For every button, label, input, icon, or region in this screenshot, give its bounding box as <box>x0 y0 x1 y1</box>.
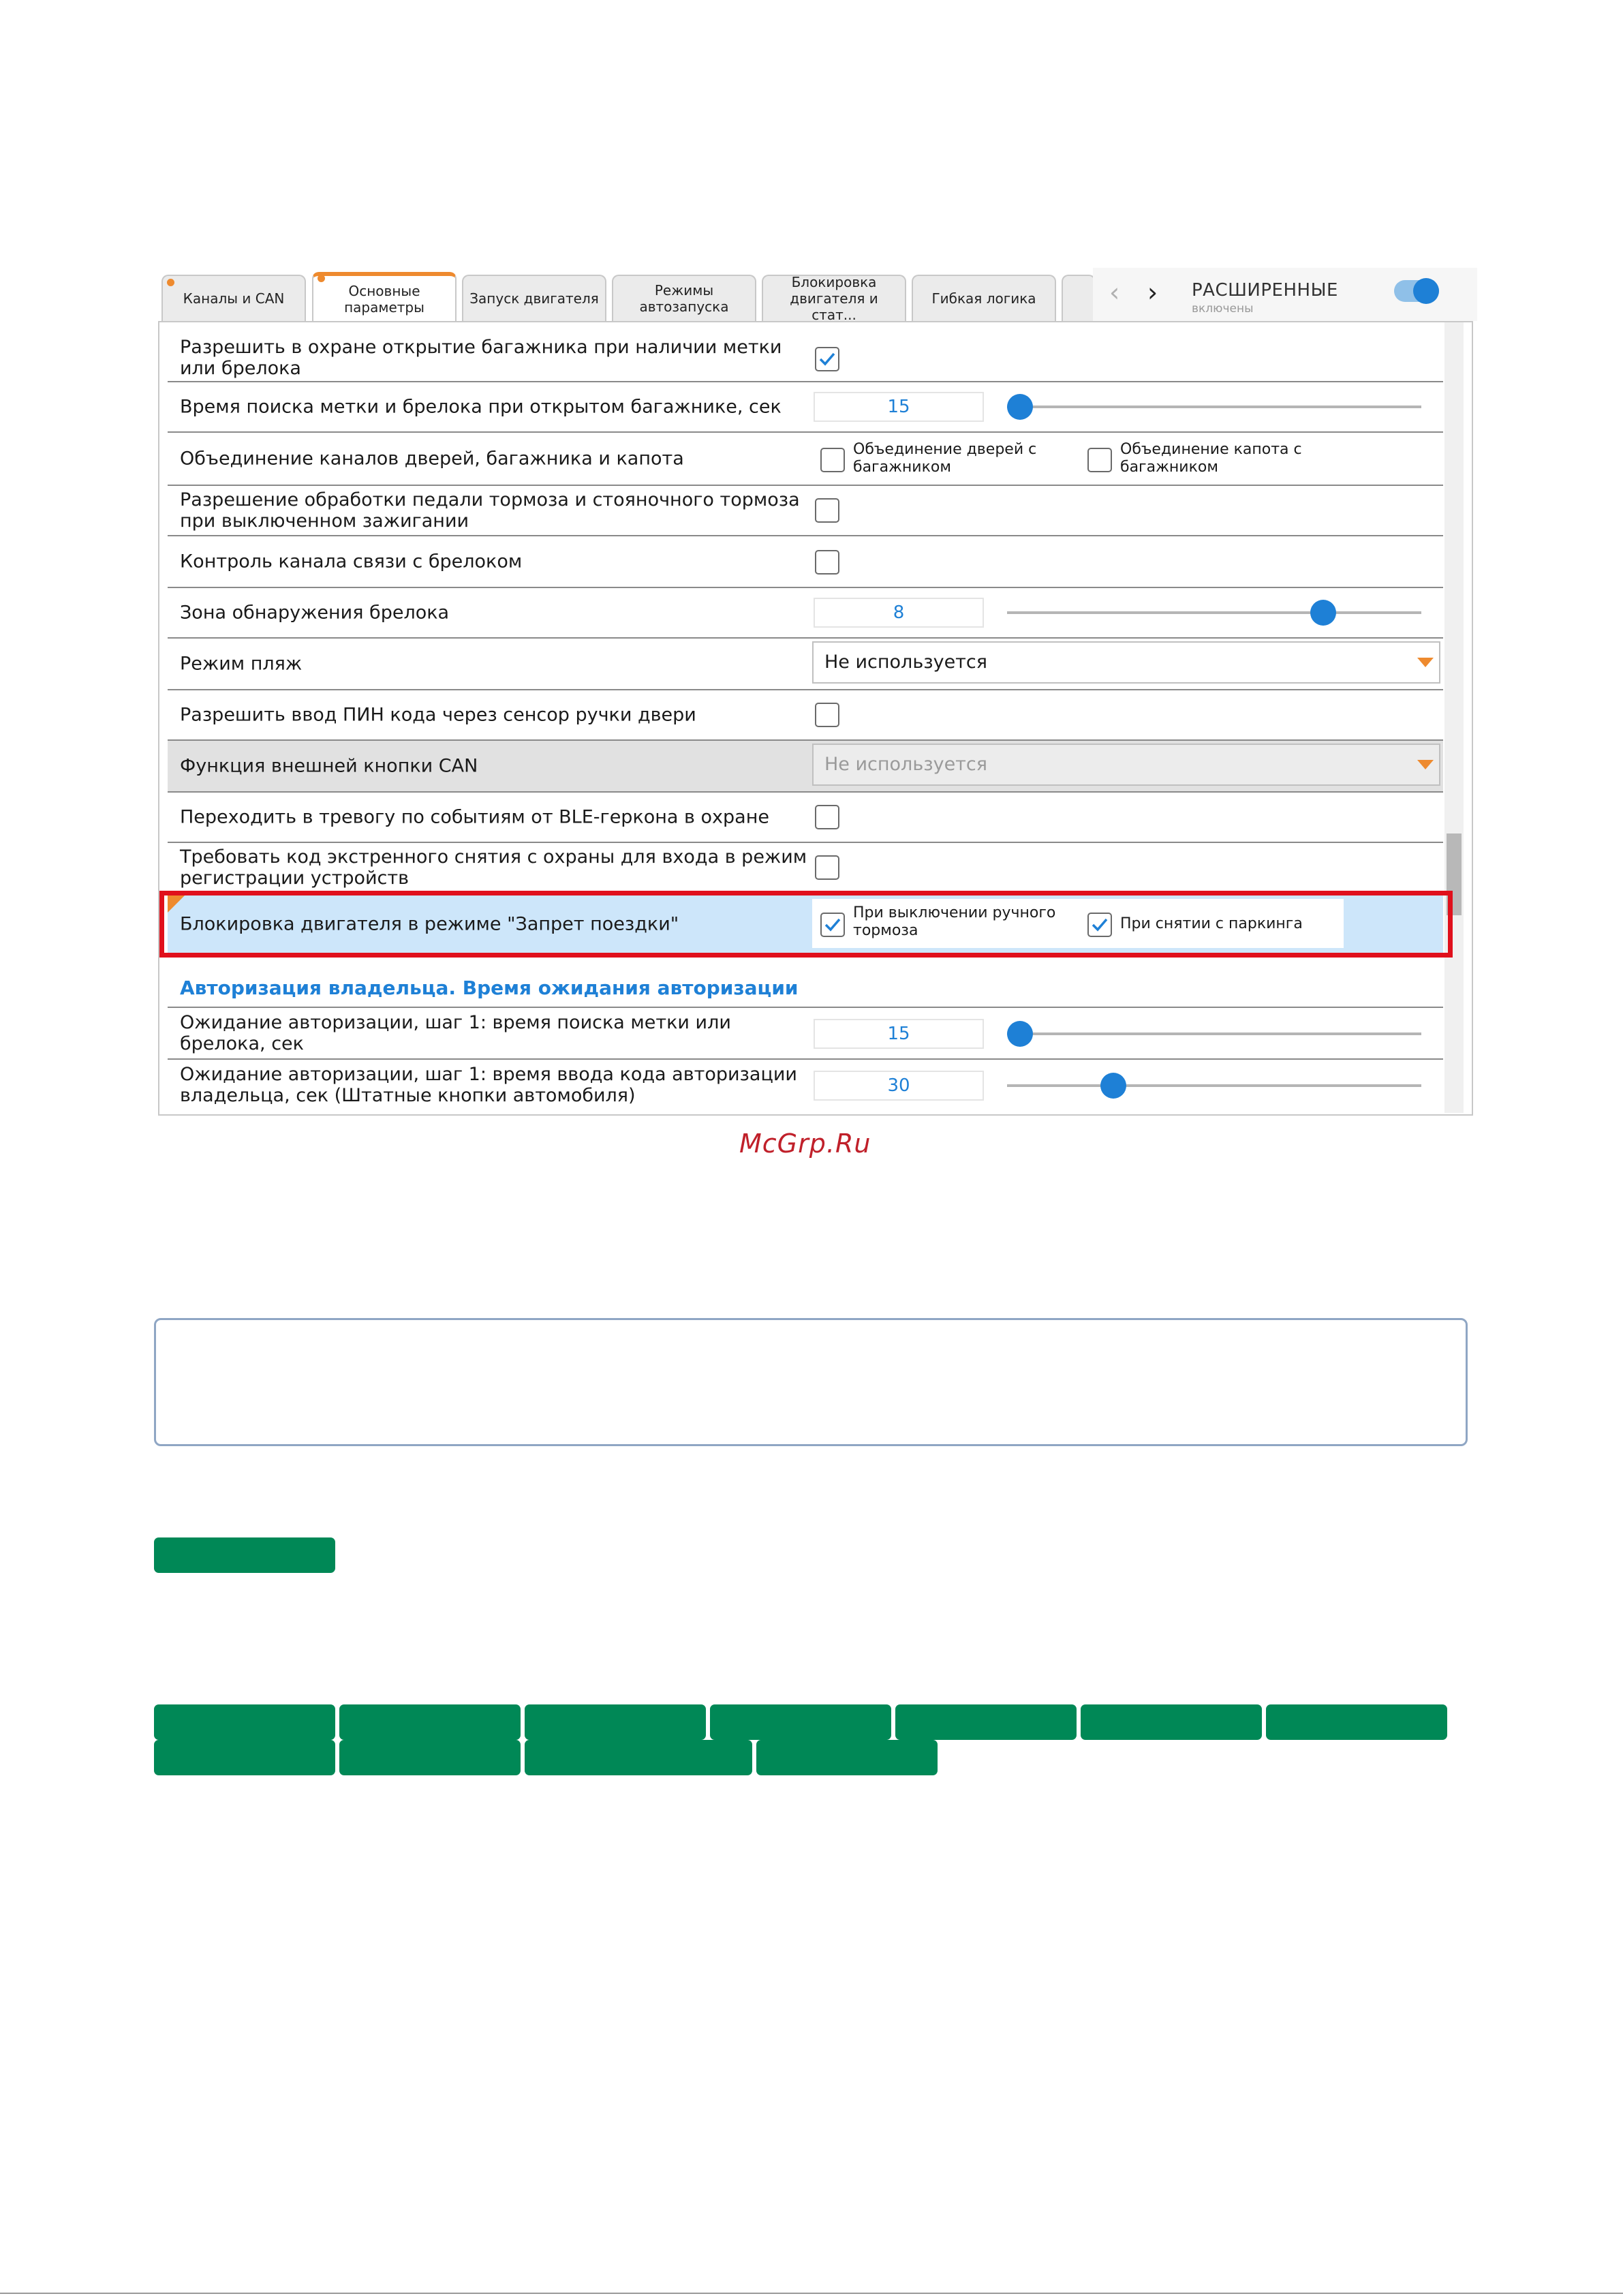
green-button[interactable] <box>525 1704 706 1740</box>
setting-row <box>168 588 1443 639</box>
number-input[interactable]: 8 <box>814 598 984 628</box>
setting-label: Режим пляж <box>180 653 303 675</box>
green-button[interactable] <box>339 1704 521 1740</box>
tab-channels-can[interactable]: Каналы и CAN <box>161 275 306 321</box>
tab-overflow[interactable] <box>1062 275 1096 321</box>
setting-row <box>168 639 1443 690</box>
green-button[interactable] <box>154 1740 335 1775</box>
setting-row <box>168 741 1443 793</box>
modified-dot-icon <box>167 279 174 286</box>
setting-checkbox[interactable] <box>815 703 839 727</box>
tab-basic-params[interactable]: Основные параметры <box>312 272 457 322</box>
number-input[interactable]: 30 <box>814 1071 984 1101</box>
setting-checkbox[interactable] <box>815 498 839 523</box>
setting-row <box>168 486 1443 536</box>
green-button[interactable] <box>756 1740 938 1775</box>
slider-track[interactable] <box>1007 1032 1421 1035</box>
page-bottom-rule <box>0 2293 1623 2294</box>
tab-engine-lock[interactable]: Блокировка двигателя и стат... <box>762 275 906 321</box>
setting-row <box>168 1060 1443 1113</box>
chevron-left-icon[interactable]: ‹ <box>1109 277 1120 307</box>
merge-hood-checkbox[interactable] <box>1087 448 1112 472</box>
setting-checkbox[interactable] <box>815 347 839 371</box>
settings-screenshot <box>158 268 1477 1116</box>
setting-label: Функция внешней кнопки CAN <box>180 755 478 777</box>
setting-label: Зона обнаружения брелока <box>180 602 450 624</box>
watermark-text: McGrp.Ru <box>739 1129 871 1159</box>
green-button[interactable] <box>1266 1704 1447 1740</box>
setting-label: Контроль канала связи с брелоком <box>180 551 523 572</box>
setting-row <box>168 843 1443 893</box>
setting-label: Переходить в тревогу по событиям от BLE-геркона в охране <box>180 806 769 828</box>
setting-label: Объединение каналов дверей, багажника и капота <box>180 448 684 470</box>
slider-track[interactable] <box>1007 611 1421 614</box>
parking-label: При снятии с паркинга <box>1120 915 1303 932</box>
setting-row <box>168 382 1443 433</box>
slider-thumb[interactable] <box>1100 1073 1126 1099</box>
setting-row <box>168 335 1443 382</box>
setting-label: Разрешение обработки педали тормоза и стояночного тормоза при выключенном зажигании <box>180 489 800 532</box>
slider-thumb[interactable] <box>1007 394 1033 420</box>
dropdown-arrow-icon <box>1417 658 1434 667</box>
slider-thumb[interactable] <box>1007 1021 1033 1047</box>
merge-doors-label: Объединение дверей с багажником <box>853 441 1037 476</box>
setting-row <box>168 793 1443 843</box>
beach-mode-select[interactable]: Не используется <box>812 641 1440 684</box>
merge-doors-checkbox[interactable] <box>820 448 845 472</box>
checkmark-icon <box>818 350 837 369</box>
setting-label: Разрешить в охране открытие багажника при наличии метки или брелока <box>180 337 782 379</box>
tab-flex-logic[interactable]: Гибкая логика <box>912 275 1056 321</box>
section-title: Авторизация владельца. Время ожидания авторизации <box>180 977 799 999</box>
modified-dot-icon <box>318 275 325 282</box>
advanced-toggle[interactable] <box>1394 280 1439 302</box>
highlight-frame <box>159 891 1453 958</box>
slider-track[interactable] <box>1007 1084 1421 1087</box>
toggle-knob <box>1413 278 1439 304</box>
note-box <box>154 1318 1468 1446</box>
number-input[interactable]: 15 <box>814 1019 984 1049</box>
tab-autostart-modes[interactable]: Режимы автозапуска <box>612 275 756 321</box>
number-input[interactable]: 15 <box>814 392 984 422</box>
tabs-header-controls <box>1093 268 1477 321</box>
handbrake-label: При выключении ручного тормоза <box>853 904 1056 939</box>
tab-engine-start[interactable]: Запуск двигателя <box>462 275 606 321</box>
advanced-subtitle: включены <box>1192 302 1254 316</box>
setting-checkbox[interactable] <box>815 855 839 880</box>
green-button[interactable] <box>339 1740 521 1775</box>
setting-row <box>168 1008 1443 1060</box>
green-button[interactable] <box>154 1537 335 1573</box>
setting-checkbox[interactable] <box>815 805 839 829</box>
setting-label: Ожидание авторизации, шаг 1: время ввода кода авторизации владельца, сек (Штатные кнопки автомобиля) <box>180 1064 797 1106</box>
chevron-right-icon[interactable]: › <box>1147 277 1158 307</box>
setting-label: Блокировка двигателя в режиме "Запрет поездки" <box>180 913 679 935</box>
slider-track[interactable] <box>1007 405 1421 408</box>
slider-thumb[interactable] <box>1310 600 1336 626</box>
setting-label: Ожидание авторизации, шаг 1: время поиска метки или брелока, сек <box>180 1012 731 1054</box>
setting-row <box>168 536 1443 588</box>
green-button[interactable] <box>154 1704 335 1740</box>
green-button[interactable] <box>895 1704 1077 1740</box>
green-button[interactable] <box>525 1740 752 1775</box>
advanced-title: РАСШИРЕННЫЕ <box>1192 280 1338 301</box>
setting-row <box>168 433 1443 486</box>
can-button-select[interactable]: Не используется <box>812 744 1440 786</box>
green-button[interactable] <box>710 1704 891 1740</box>
green-button[interactable] <box>1081 1704 1262 1740</box>
merge-hood-label: Объединение капота с багажником <box>1120 441 1302 476</box>
setting-label: Требовать код экстренного снятия с охраны для входа в режим регистрации устройств <box>180 846 807 889</box>
setting-checkbox[interactable] <box>815 550 839 575</box>
setting-label: Разрешить ввод ПИН кода через сенсор ручки двери <box>180 704 696 726</box>
setting-row <box>168 690 1443 741</box>
scrollbar-track[interactable] <box>1444 322 1464 1113</box>
setting-label: Время поиска метки и брелока при открытом багажнике, сек <box>180 396 782 418</box>
dropdown-arrow-icon <box>1417 760 1434 769</box>
